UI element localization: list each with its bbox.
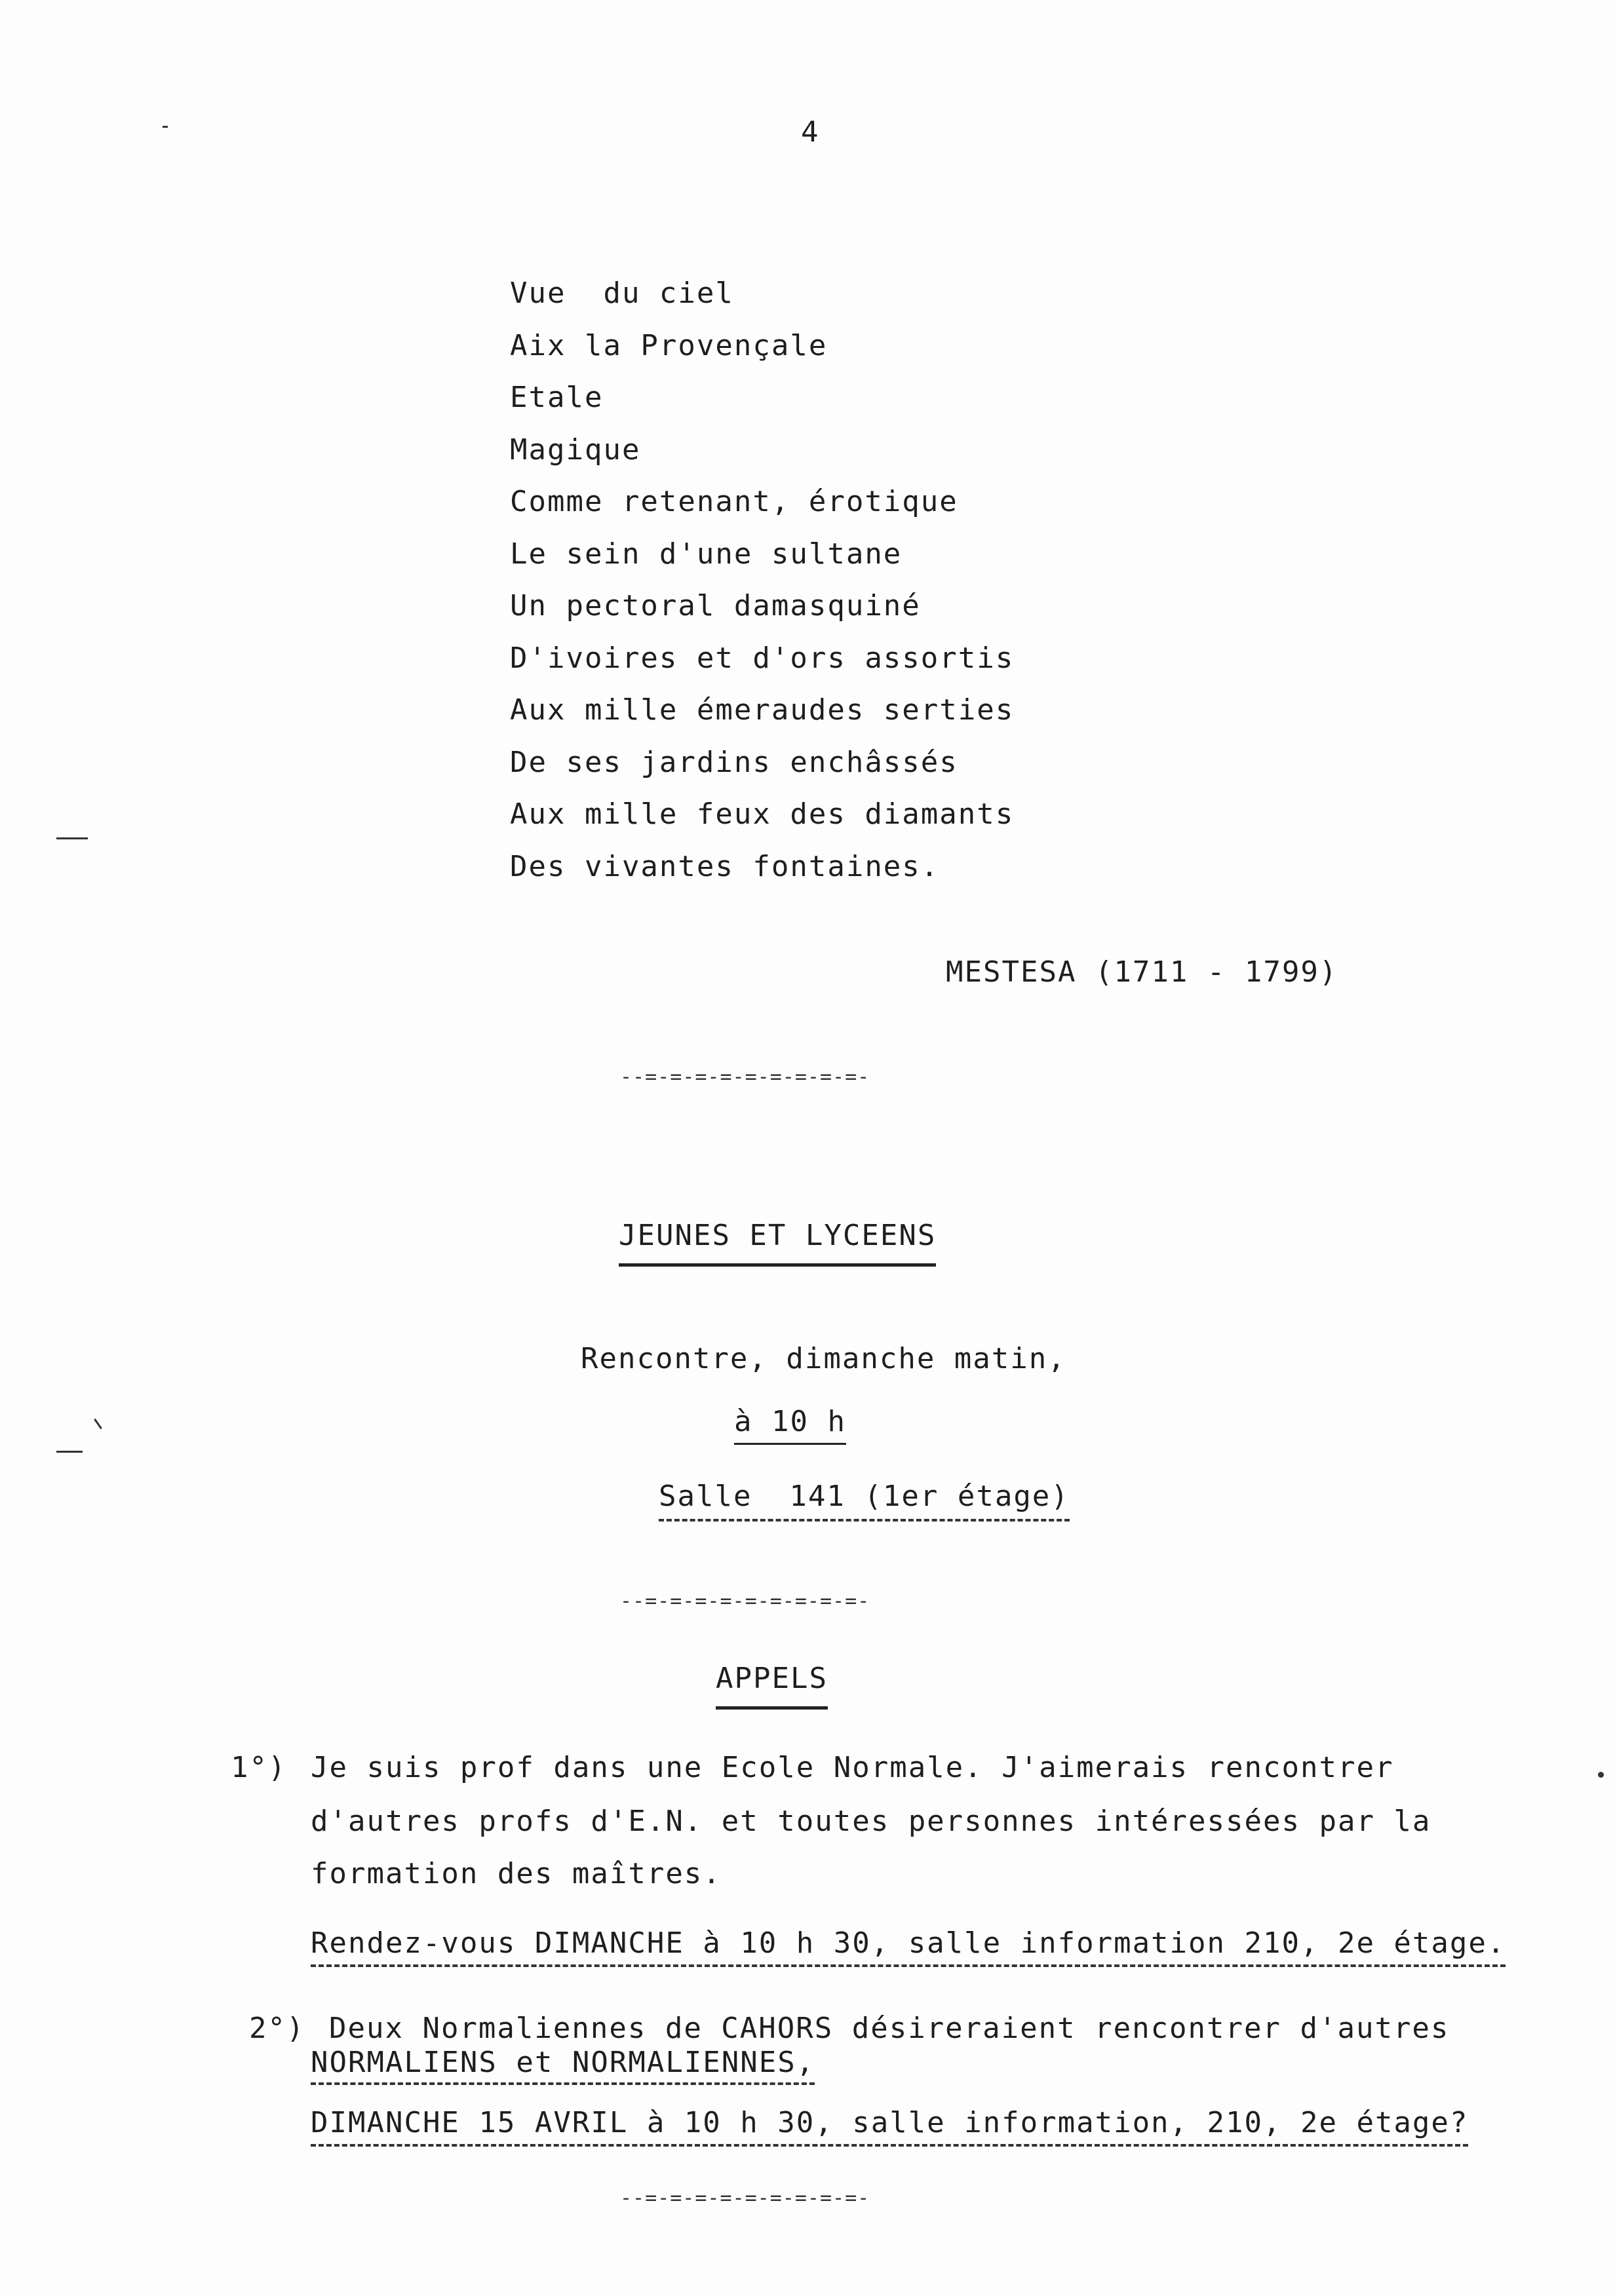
poem-line: Aux mille émeraudes serties (510, 693, 1015, 727)
scan-speck (56, 837, 88, 839)
scan-speck (56, 1451, 83, 1453)
poem-line: Des vivantes fontaines. (510, 849, 940, 883)
poem-line: Un pectoral damasquiné (510, 589, 921, 622)
poem-line: Magique (510, 432, 641, 467)
page-number: 4 (801, 115, 820, 149)
section-separator: --=-=-=-=-=-=-=-=-=- (620, 2187, 870, 2210)
section-separator: --=-=-=-=-=-=-=-=-=- (620, 1590, 870, 1613)
meeting-line: Rencontre, dimanche matin, (581, 1342, 1066, 1375)
youth-heading: JEUNES ET LYCEENS (619, 1217, 936, 1267)
appeals-heading: APPELS (716, 1660, 828, 1710)
appeal-rendezvous: DIMANCHE 15 AVRIL à 10 h 30, salle information, 210, 2e étage? (311, 2105, 1468, 2147)
appeal-text: formation des maîtres. (311, 1857, 722, 1890)
appeal-text: Deux Normaliennes de CAHORS désireraient rencontrer d'autres (329, 2012, 1450, 2045)
poem-line: De ses jardins enchâssés (510, 745, 958, 779)
section-separator: --=-=-=-=-=-=-=-=-=- (620, 1065, 870, 1088)
appeal-rendezvous: Rendez-vous DIMANCHE à 10 h 30, salle information 210, 2e étage. (311, 1925, 1506, 1967)
poem-line: Vue du ciel (510, 277, 734, 310)
appeal-text: d'autres profs d'E.N. et toutes personnes intéressées par la (311, 1805, 1431, 1838)
poem-line: Etale (510, 381, 604, 414)
poem-author: MESTESA (1711 - 1799) (946, 955, 1338, 989)
appeal-number: 1°) (231, 1751, 287, 1784)
poem (510, 275, 1014, 900)
poem-line: Le sein d'une sultane (510, 537, 903, 571)
meeting-room: Salle 141 (1er étage) (659, 1478, 1070, 1521)
poem-line: Aix la Provençale (510, 328, 828, 362)
appeal-text: Je suis prof dans une Ecole Normale. J'aimerais rencontrer (311, 1751, 1394, 1784)
poem-line: D'ivoires et d'ors assortis (510, 641, 1015, 675)
poem-line: Comme retenant, érotique (510, 485, 958, 518)
poem-line: Aux mille feux des diamants (510, 797, 1015, 831)
appeal-number: 2°) (249, 2012, 305, 2045)
meeting-time: à 10 h (734, 1404, 846, 1445)
scan-speck (94, 1419, 102, 1429)
appeal-text: NORMALIENS et NORMALIENNES, (311, 2044, 815, 2085)
scan-speck (1598, 1772, 1604, 1778)
scan-speck (163, 126, 168, 128)
